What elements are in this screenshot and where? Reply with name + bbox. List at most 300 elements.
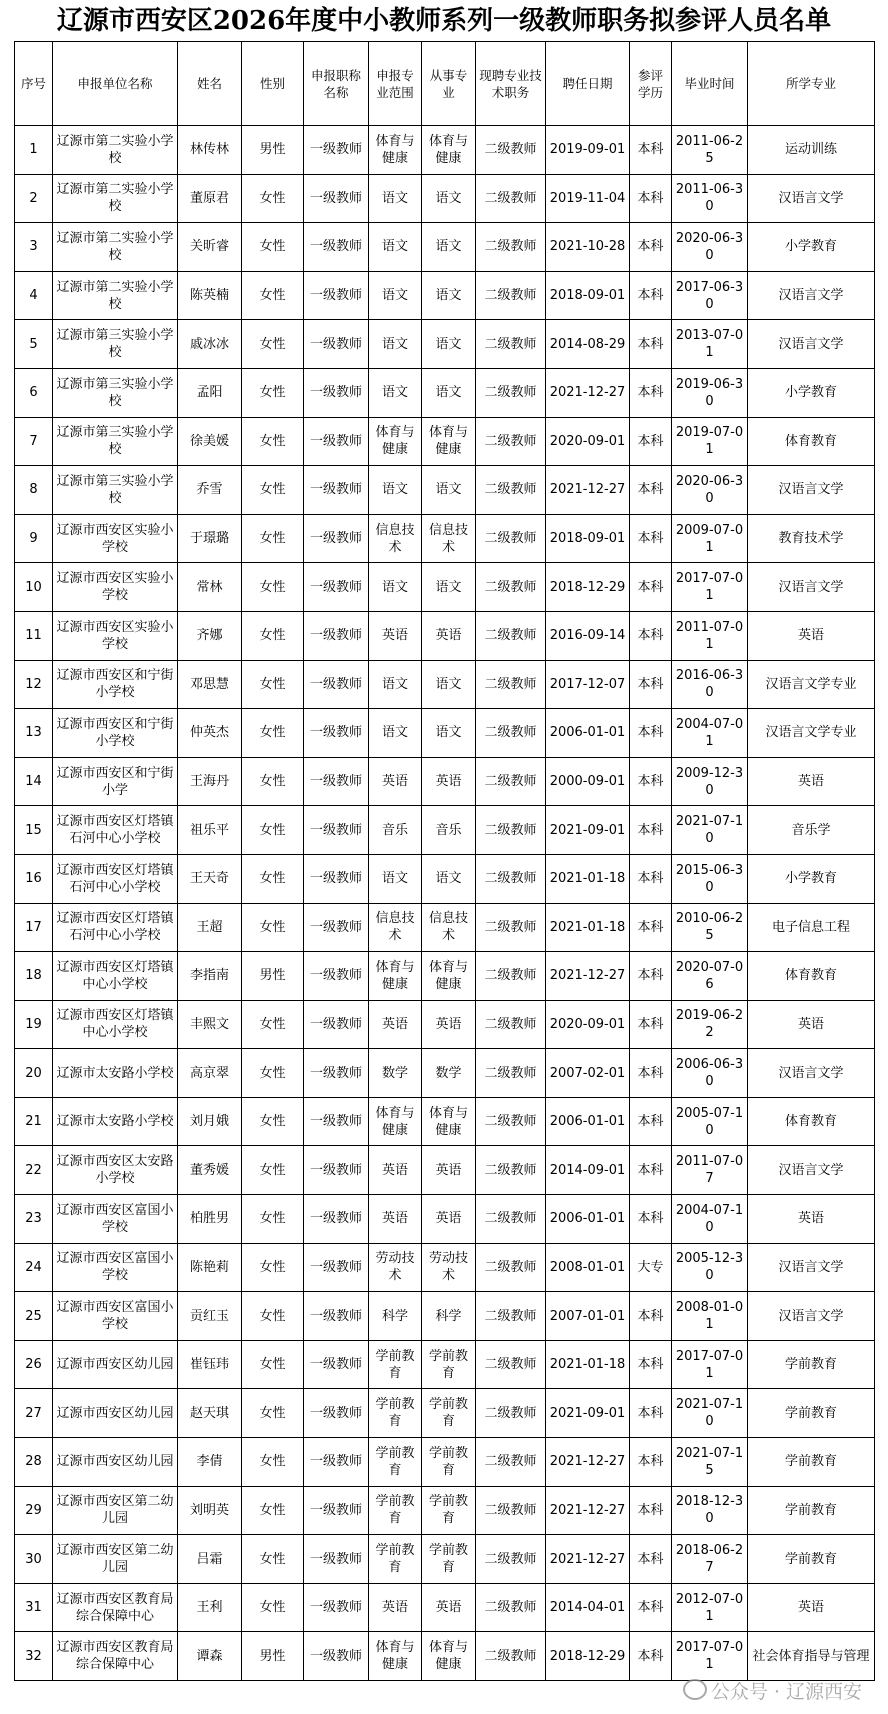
cell-col-study-major: 汉语言文学 <box>748 563 875 612</box>
cell-col-grad-date: 2005-12-30 <box>672 1243 748 1292</box>
cell-col-degree: 本科 <box>630 368 672 417</box>
cell-col-unit: 辽源市西安区太安路小学校 <box>53 1146 178 1195</box>
cell-col-name: 于璟璐 <box>178 514 242 563</box>
cell-col-major: 学前教育 <box>422 1340 476 1389</box>
cell-col-name: 乔雪 <box>178 466 242 515</box>
cell-col-unit: 辽源市西安区教育局综合保障中心 <box>53 1583 178 1632</box>
cell-col-index: 2 <box>15 174 53 223</box>
cell-col-title: 一级教师 <box>304 952 369 1001</box>
cell-col-grad-date: 2017-06-30 <box>672 271 748 320</box>
cell-col-index: 25 <box>15 1292 53 1341</box>
cell-col-grad-date: 2004-07-10 <box>672 1195 748 1244</box>
cell-col-unit: 辽源市第三实验小学校 <box>53 466 178 515</box>
cell-col-degree: 本科 <box>630 174 672 223</box>
cell-col-grad-date: 2009-07-01 <box>672 514 748 563</box>
cell-col-gender: 女性 <box>242 1389 304 1438</box>
cell-col-gender: 女性 <box>242 806 304 855</box>
cell-col-title: 一级教师 <box>304 1486 369 1535</box>
cell-col-current-title: 二级教师 <box>476 1049 546 1098</box>
cell-col-scope: 体育与健康 <box>369 1097 422 1146</box>
cell-col-scope: 英语 <box>369 1146 422 1195</box>
cell-col-gender: 女性 <box>242 1049 304 1098</box>
cell-col-major: 语文 <box>422 854 476 903</box>
cell-col-title: 一级教师 <box>304 174 369 223</box>
cell-col-unit: 辽源市西安区灯塔镇石河中心小学校 <box>53 903 178 952</box>
cell-col-title: 一级教师 <box>304 903 369 952</box>
table-row <box>15 563 875 612</box>
cell-col-title: 一级教师 <box>304 417 369 466</box>
cell-col-name: 林传林 <box>178 126 242 175</box>
cell-col-degree: 本科 <box>630 126 672 175</box>
cell-col-grad-date: 2017-07-01 <box>672 1340 748 1389</box>
cell-col-index: 3 <box>15 223 53 272</box>
cell-col-gender: 女性 <box>242 1583 304 1632</box>
cell-col-index: 8 <box>15 466 53 515</box>
cell-col-grad-date: 2013-07-01 <box>672 320 748 369</box>
cell-col-hire-date: 2006-01-01 <box>546 1097 630 1146</box>
cell-col-unit: 辽源市西安区和宁街小学校 <box>53 709 178 758</box>
cell-col-unit: 辽源市太安路小学校 <box>53 1097 178 1146</box>
cell-col-hire-date: 2021-09-01 <box>546 1389 630 1438</box>
table-row <box>15 1243 875 1292</box>
cell-col-unit: 辽源市第二实验小学校 <box>53 174 178 223</box>
cell-col-name: 徐美媛 <box>178 417 242 466</box>
cell-col-gender: 女性 <box>242 417 304 466</box>
cell-col-current-title: 二级教师 <box>476 368 546 417</box>
cell-col-unit: 辽源市西安区富国小学校 <box>53 1292 178 1341</box>
cell-col-grad-date: 2019-06-30 <box>672 368 748 417</box>
cell-col-grad-date: 2021-07-15 <box>672 1438 748 1487</box>
cell-col-title: 一级教师 <box>304 223 369 272</box>
cell-col-gender: 男性 <box>242 952 304 1001</box>
cell-col-gender: 女性 <box>242 660 304 709</box>
cell-col-major: 劳动技术 <box>422 1243 476 1292</box>
cell-col-major: 学前教育 <box>422 1535 476 1584</box>
table-row <box>15 709 875 758</box>
cell-col-study-major: 学前教育 <box>748 1389 875 1438</box>
document-title: 辽源市西安区2026年度中小教师系列一级教师职务拟参评人员名单 <box>56 6 832 36</box>
cell-col-hire-date: 2021-12-27 <box>546 368 630 417</box>
cell-col-degree: 本科 <box>630 709 672 758</box>
cell-col-hire-date: 2007-02-01 <box>546 1049 630 1098</box>
cell-col-degree: 本科 <box>630 854 672 903</box>
cell-col-study-major: 汉语言文学 <box>748 1049 875 1098</box>
cell-col-gender: 女性 <box>242 466 304 515</box>
cell-col-scope: 信息技术 <box>369 903 422 952</box>
cell-col-index: 7 <box>15 417 53 466</box>
cell-col-current-title: 二级教师 <box>476 174 546 223</box>
header-col-grad-date: 毕业时间 <box>672 42 748 126</box>
cell-col-degree: 本科 <box>630 320 672 369</box>
cell-col-grad-date: 2018-06-27 <box>672 1535 748 1584</box>
cell-col-gender: 女性 <box>242 1486 304 1535</box>
cell-col-title: 一级教师 <box>304 854 369 903</box>
cell-col-index: 18 <box>15 952 53 1001</box>
cell-col-degree: 本科 <box>630 563 672 612</box>
cell-col-unit: 辽源市第三实验小学校 <box>53 417 178 466</box>
header-col-unit: 申报单位名称 <box>53 42 178 126</box>
cell-col-gender: 女性 <box>242 1146 304 1195</box>
cell-col-scope: 英语 <box>369 611 422 660</box>
table-row <box>15 1340 875 1389</box>
cell-col-degree: 本科 <box>630 514 672 563</box>
cell-col-scope: 体育与健康 <box>369 126 422 175</box>
cell-col-grad-date: 2016-06-30 <box>672 660 748 709</box>
cell-col-current-title: 二级教师 <box>476 1195 546 1244</box>
table-row <box>15 611 875 660</box>
cell-col-grad-date: 2011-07-07 <box>672 1146 748 1195</box>
cell-col-name: 刘明英 <box>178 1486 242 1535</box>
cell-col-major: 体育与健康 <box>422 417 476 466</box>
cell-col-title: 一级教师 <box>304 514 369 563</box>
cell-col-name: 董秀媛 <box>178 1146 242 1195</box>
cell-col-scope: 学前教育 <box>369 1438 422 1487</box>
cell-col-scope: 语文 <box>369 709 422 758</box>
cell-col-degree: 本科 <box>630 1438 672 1487</box>
cell-col-study-major: 体育教育 <box>748 1097 875 1146</box>
cell-col-unit: 辽源市西安区实验小学校 <box>53 611 178 660</box>
table-row <box>15 1000 875 1049</box>
cell-col-name: 李指南 <box>178 952 242 1001</box>
cell-col-unit: 辽源市第二实验小学校 <box>53 126 178 175</box>
cell-col-gender: 女性 <box>242 368 304 417</box>
cell-col-current-title: 二级教师 <box>476 806 546 855</box>
table-row <box>15 126 875 175</box>
cell-col-name: 赵天琪 <box>178 1389 242 1438</box>
cell-col-name: 常林 <box>178 563 242 612</box>
cell-col-major: 英语 <box>422 1195 476 1244</box>
cell-col-grad-date: 2012-07-01 <box>672 1583 748 1632</box>
cell-col-index: 20 <box>15 1049 53 1098</box>
cell-col-scope: 英语 <box>369 757 422 806</box>
cell-col-gender: 女性 <box>242 1292 304 1341</box>
cell-col-grad-date: 2011-06-25 <box>672 126 748 175</box>
cell-col-grad-date: 2017-07-01 <box>672 563 748 612</box>
header-col-study-major: 所学专业 <box>748 42 875 126</box>
cell-col-grad-date: 2005-07-10 <box>672 1097 748 1146</box>
cell-col-index: 19 <box>15 1000 53 1049</box>
cell-col-scope: 学前教育 <box>369 1389 422 1438</box>
header-col-current-title: 现聘专业技术职务 <box>476 42 546 126</box>
cell-col-title: 一级教师 <box>304 611 369 660</box>
cell-col-grad-date: 2019-06-22 <box>672 1000 748 1049</box>
header-col-name: 姓名 <box>178 42 242 126</box>
cell-col-degree: 本科 <box>630 611 672 660</box>
table-row <box>15 952 875 1001</box>
table-row <box>15 417 875 466</box>
cell-col-title: 一级教师 <box>304 1535 369 1584</box>
cell-col-degree: 本科 <box>630 1000 672 1049</box>
cell-col-hire-date: 2000-09-01 <box>546 757 630 806</box>
cell-col-hire-date: 2016-09-14 <box>546 611 630 660</box>
cell-col-hire-date: 2006-01-01 <box>546 1195 630 1244</box>
cell-col-gender: 女性 <box>242 271 304 320</box>
cell-col-scope: 学前教育 <box>369 1486 422 1535</box>
cell-col-study-major: 运动训练 <box>748 126 875 175</box>
cell-col-name: 王天奇 <box>178 854 242 903</box>
cell-col-grad-date: 2008-01-01 <box>672 1292 748 1341</box>
header-col-hire-date: 聘任日期 <box>546 42 630 126</box>
cell-col-current-title: 二级教师 <box>476 223 546 272</box>
cell-col-title: 一级教师 <box>304 1243 369 1292</box>
cell-col-current-title: 二级教师 <box>476 271 546 320</box>
cell-col-hire-date: 2021-12-27 <box>546 952 630 1001</box>
cell-col-unit: 辽源市西安区和宁街小学校 <box>53 660 178 709</box>
table-body <box>15 126 875 1681</box>
cell-col-hire-date: 2018-09-01 <box>546 514 630 563</box>
cell-col-study-major: 汉语言文学 <box>748 320 875 369</box>
table-row <box>15 223 875 272</box>
cell-col-hire-date: 2008-01-01 <box>546 1243 630 1292</box>
watermark <box>683 1677 862 1704</box>
cell-col-title: 一级教师 <box>304 1146 369 1195</box>
table-row <box>15 1535 875 1584</box>
cell-col-index: 10 <box>15 563 53 612</box>
cell-col-scope: 英语 <box>369 1583 422 1632</box>
cell-col-grad-date: 2020-07-06 <box>672 952 748 1001</box>
cell-col-degree: 本科 <box>630 806 672 855</box>
cell-col-study-major: 体育教育 <box>748 952 875 1001</box>
cell-col-current-title: 二级教师 <box>476 757 546 806</box>
cell-col-hire-date: 2014-04-01 <box>546 1583 630 1632</box>
cell-col-name: 董原君 <box>178 174 242 223</box>
cell-col-current-title: 二级教师 <box>476 903 546 952</box>
cell-col-major: 语文 <box>422 660 476 709</box>
cell-col-index: 4 <box>15 271 53 320</box>
cell-col-hire-date: 2021-12-27 <box>546 1535 630 1584</box>
cell-col-current-title: 二级教师 <box>476 126 546 175</box>
cell-col-index: 13 <box>15 709 53 758</box>
cell-col-unit: 辽源市西安区灯塔镇中心小学校 <box>53 952 178 1001</box>
cell-col-name: 丰熙文 <box>178 1000 242 1049</box>
cell-col-unit: 辽源市西安区和宁街小学 <box>53 757 178 806</box>
cell-col-hire-date: 2021-01-18 <box>546 854 630 903</box>
cell-col-gender: 女性 <box>242 903 304 952</box>
cell-col-scope: 语文 <box>369 320 422 369</box>
cell-col-title: 一级教师 <box>304 563 369 612</box>
cell-col-unit: 辽源市第二实验小学校 <box>53 223 178 272</box>
cell-col-current-title: 二级教师 <box>476 320 546 369</box>
cell-col-major: 英语 <box>422 1583 476 1632</box>
table-row <box>15 368 875 417</box>
cell-col-gender: 女性 <box>242 1195 304 1244</box>
cell-col-major: 语文 <box>422 174 476 223</box>
cell-col-index: 23 <box>15 1195 53 1244</box>
table-row <box>15 806 875 855</box>
cell-col-scope: 科学 <box>369 1292 422 1341</box>
header-col-index: 序号 <box>15 42 53 126</box>
cell-col-unit: 辽源市西安区灯塔镇石河中心小学校 <box>53 854 178 903</box>
cell-col-index: 11 <box>15 611 53 660</box>
table-row <box>15 903 875 952</box>
cell-col-hire-date: 2007-01-01 <box>546 1292 630 1341</box>
cell-col-study-major: 英语 <box>748 757 875 806</box>
cell-col-current-title: 二级教师 <box>476 417 546 466</box>
cell-col-current-title: 二级教师 <box>476 1292 546 1341</box>
cell-col-unit: 辽源市西安区富国小学校 <box>53 1243 178 1292</box>
cell-col-study-major: 英语 <box>748 1583 875 1632</box>
header-col-degree: 参评学历 <box>630 42 672 126</box>
cell-col-scope: 语文 <box>369 368 422 417</box>
cell-col-name: 戚冰冰 <box>178 320 242 369</box>
cell-col-gender: 女性 <box>242 1000 304 1049</box>
cell-col-scope: 体育与健康 <box>369 952 422 1001</box>
cell-col-index: 17 <box>15 903 53 952</box>
table-row <box>15 174 875 223</box>
cell-col-unit: 辽源市西安区实验小学校 <box>53 514 178 563</box>
cell-col-current-title: 二级教师 <box>476 1340 546 1389</box>
table-row <box>15 1632 875 1681</box>
cell-col-major: 语文 <box>422 709 476 758</box>
cell-col-unit: 辽源市西安区幼儿园 <box>53 1340 178 1389</box>
cell-col-degree: 本科 <box>630 1097 672 1146</box>
cell-col-study-major: 体育教育 <box>748 417 875 466</box>
cell-col-unit: 辽源市第二实验小学校 <box>53 271 178 320</box>
cell-col-hire-date: 2021-01-18 <box>546 903 630 952</box>
cell-col-name: 崔钰玮 <box>178 1340 242 1389</box>
cell-col-title: 一级教师 <box>304 1097 369 1146</box>
cell-col-grad-date: 2020-06-30 <box>672 466 748 515</box>
cell-col-study-major: 学前教育 <box>748 1340 875 1389</box>
header-col-major: 从事专业 <box>422 42 476 126</box>
cell-col-unit: 辽源市西安区教育局综合保障中心 <box>53 1632 178 1681</box>
cell-col-hire-date: 2018-09-01 <box>546 271 630 320</box>
cell-col-unit: 辽源市西安区幼儿园 <box>53 1438 178 1487</box>
cell-col-title: 一级教师 <box>304 709 369 758</box>
cell-col-gender: 女性 <box>242 223 304 272</box>
cell-col-degree: 本科 <box>630 1049 672 1098</box>
cell-col-gender: 女性 <box>242 1340 304 1389</box>
cell-col-major: 信息技术 <box>422 903 476 952</box>
cell-col-major: 英语 <box>422 1146 476 1195</box>
cell-col-gender: 女性 <box>242 320 304 369</box>
cell-col-hire-date: 2021-01-18 <box>546 1340 630 1389</box>
cell-col-current-title: 二级教师 <box>476 1486 546 1535</box>
cell-col-index: 15 <box>15 806 53 855</box>
cell-col-name: 李倩 <box>178 1438 242 1487</box>
cell-col-scope: 英语 <box>369 1000 422 1049</box>
cell-col-index: 1 <box>15 126 53 175</box>
cell-col-gender: 女性 <box>242 854 304 903</box>
cell-col-hire-date: 2021-10-28 <box>546 223 630 272</box>
cell-col-major: 语文 <box>422 563 476 612</box>
cell-col-index: 14 <box>15 757 53 806</box>
cell-col-study-major: 学前教育 <box>748 1486 875 1535</box>
cell-col-major: 体育与健康 <box>422 1632 476 1681</box>
cell-col-study-major: 音乐学 <box>748 806 875 855</box>
cell-col-current-title: 二级教师 <box>476 660 546 709</box>
table-row <box>15 514 875 563</box>
cell-col-degree: 本科 <box>630 223 672 272</box>
cell-col-gender: 女性 <box>242 757 304 806</box>
cell-col-title: 一级教师 <box>304 1049 369 1098</box>
cell-col-degree: 本科 <box>630 1146 672 1195</box>
header-col-scope: 申报专业范围 <box>369 42 422 126</box>
cell-col-title: 一级教师 <box>304 1292 369 1341</box>
cell-col-hire-date: 2014-08-29 <box>546 320 630 369</box>
cell-col-hire-date: 2017-12-07 <box>546 660 630 709</box>
cell-col-gender: 男性 <box>242 1632 304 1681</box>
cell-col-degree: 本科 <box>630 1340 672 1389</box>
cell-col-current-title: 二级教师 <box>476 1097 546 1146</box>
cell-col-current-title: 二级教师 <box>476 1389 546 1438</box>
cell-col-major: 学前教育 <box>422 1438 476 1487</box>
cell-col-scope: 语文 <box>369 854 422 903</box>
cell-col-hire-date: 2014-09-01 <box>546 1146 630 1195</box>
cell-col-index: 28 <box>15 1438 53 1487</box>
cell-col-title: 一级教师 <box>304 757 369 806</box>
cell-col-name: 王海丹 <box>178 757 242 806</box>
header-col-gender: 性别 <box>242 42 304 126</box>
wechat-icon <box>683 1679 707 1700</box>
cell-col-major: 语文 <box>422 271 476 320</box>
cell-col-grad-date: 2021-07-10 <box>672 806 748 855</box>
cell-col-hire-date: 2020-09-01 <box>546 417 630 466</box>
cell-col-major: 英语 <box>422 611 476 660</box>
table-row <box>15 1438 875 1487</box>
cell-col-unit: 辽源市西安区实验小学校 <box>53 563 178 612</box>
cell-col-unit: 辽源市第三实验小学校 <box>53 320 178 369</box>
cell-col-title: 一级教师 <box>304 368 369 417</box>
cell-col-unit: 辽源市第三实验小学校 <box>53 368 178 417</box>
cell-col-major: 语文 <box>422 320 476 369</box>
cell-col-title: 一级教师 <box>304 1438 369 1487</box>
cell-col-index: 31 <box>15 1583 53 1632</box>
table-row <box>15 1146 875 1195</box>
table-row <box>15 660 875 709</box>
cell-col-hire-date: 2020-09-01 <box>546 1000 630 1049</box>
cell-col-gender: 男性 <box>242 126 304 175</box>
cell-col-major: 语文 <box>422 223 476 272</box>
watermark-text: 公众号 · 辽源西安 <box>710 1681 862 1703</box>
cell-col-title: 一级教师 <box>304 806 369 855</box>
cell-col-scope: 语文 <box>369 466 422 515</box>
cell-col-index: 30 <box>15 1535 53 1584</box>
cell-col-index: 5 <box>15 320 53 369</box>
cell-col-title: 一级教师 <box>304 1389 369 1438</box>
cell-col-study-major: 电子信息工程 <box>748 903 875 952</box>
cell-col-degree: 本科 <box>630 660 672 709</box>
cell-col-major: 英语 <box>422 757 476 806</box>
cell-col-study-major: 学前教育 <box>748 1535 875 1584</box>
cell-col-degree: 本科 <box>630 757 672 806</box>
cell-col-current-title: 二级教师 <box>476 1146 546 1195</box>
table-row <box>15 1389 875 1438</box>
table-row <box>15 757 875 806</box>
cell-col-grad-date: 2019-07-01 <box>672 417 748 466</box>
cell-col-hire-date: 2018-12-29 <box>546 1632 630 1681</box>
table-row <box>15 1292 875 1341</box>
cell-col-name: 王超 <box>178 903 242 952</box>
cell-col-index: 22 <box>15 1146 53 1195</box>
table-row <box>15 320 875 369</box>
cell-col-degree: 本科 <box>630 271 672 320</box>
cell-col-hire-date: 2006-01-01 <box>546 709 630 758</box>
cell-col-index: 21 <box>15 1097 53 1146</box>
cell-col-name: 邓思慧 <box>178 660 242 709</box>
cell-col-title: 一级教师 <box>304 1340 369 1389</box>
cell-col-index: 32 <box>15 1632 53 1681</box>
cell-col-title: 一级教师 <box>304 660 369 709</box>
table-row <box>15 271 875 320</box>
cell-col-degree: 本科 <box>630 1486 672 1535</box>
cell-col-grad-date: 2011-06-30 <box>672 174 748 223</box>
cell-col-degree: 本科 <box>630 417 672 466</box>
cell-col-scope: 语文 <box>369 660 422 709</box>
cell-col-scope: 音乐 <box>369 806 422 855</box>
cell-col-name: 齐娜 <box>178 611 242 660</box>
cell-col-study-major: 英语 <box>748 1000 875 1049</box>
